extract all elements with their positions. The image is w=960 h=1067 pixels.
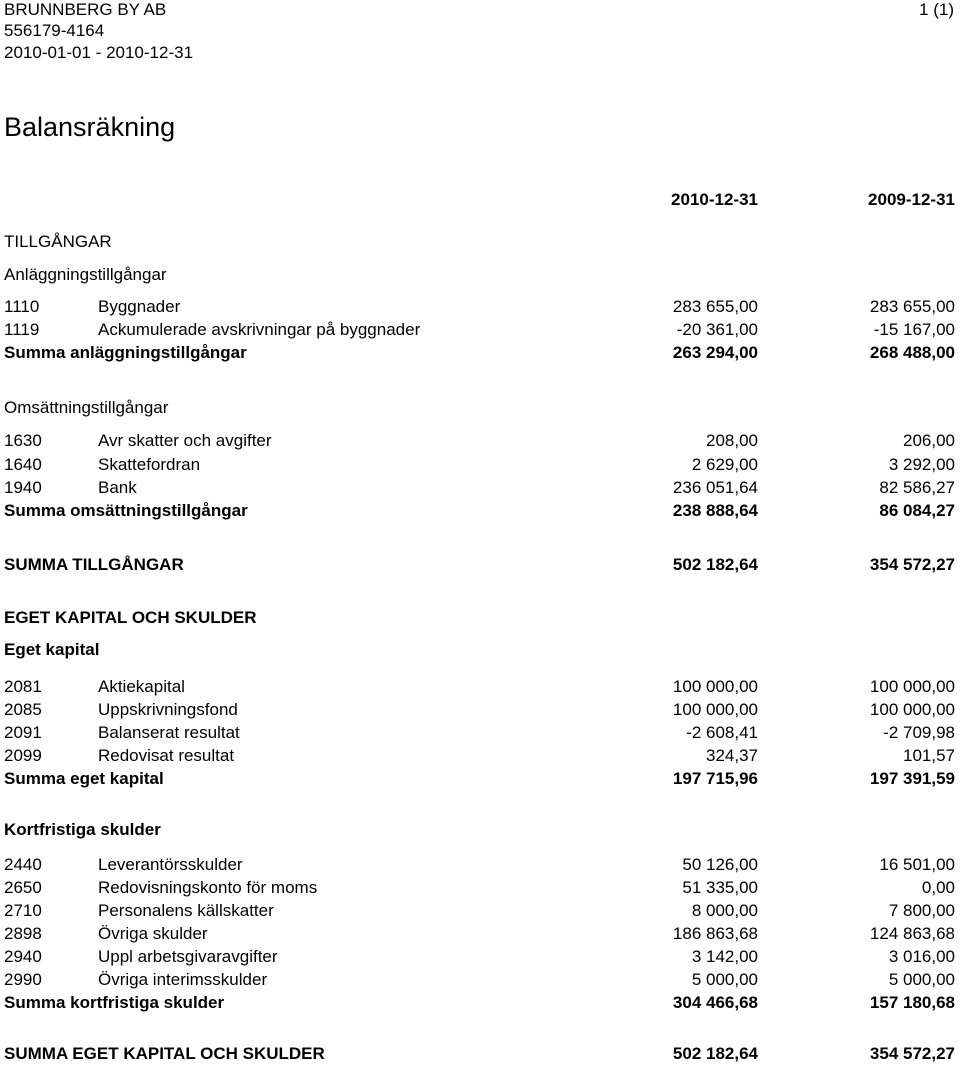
value-current: 51 335,00 (682, 878, 758, 897)
fiscal-period: 2010-01-01 - 2010-12-31 (4, 43, 194, 62)
column-header-current: 2010-12-31 (671, 190, 758, 209)
account-name: Skattefordran (98, 455, 201, 474)
account-code: 2710 (4, 901, 42, 920)
account-code: 1119 (4, 320, 40, 339)
subsection-heading-fixed-assets: Anläggningstillgångar (4, 265, 167, 284)
account-name: Redovisat resultat (98, 746, 235, 765)
value-current: 304 466,68 (672, 993, 758, 1012)
table-row (0, 969, 960, 991)
table-row (0, 923, 960, 945)
column-header-previous: 2009-12-31 (868, 190, 955, 209)
value-current: 197 715,96 (672, 769, 758, 788)
account-name: Uppskrivningsfond (98, 700, 238, 719)
subtotal-row (0, 500, 960, 522)
value-previous: -15 167,00 (873, 320, 955, 339)
account-code: 2085 (4, 700, 42, 719)
account-code: 1640 (4, 455, 42, 474)
subtotal-label: Summa anläggningstillgångar (4, 343, 247, 362)
subsection-heading-short-term-liabilities: Kortfristiga skulder (4, 820, 161, 839)
account-name: Ackumulerade avskrivningar på byggnader (98, 320, 421, 339)
account-code: 2440 (4, 855, 42, 874)
subtotal-row (0, 342, 960, 364)
value-current: 2 629,00 (691, 455, 758, 474)
account-name: Leverantörsskulder (98, 855, 243, 874)
account-name: Bank (98, 478, 137, 497)
value-current: 100 000,00 (672, 677, 758, 696)
subtotal-row (0, 992, 960, 1014)
value-previous: 0,00 (921, 878, 955, 897)
value-current: 3 142,00 (691, 947, 758, 966)
total-row-equity-liabilities (0, 1043, 960, 1065)
value-current: 502 182,64 (672, 555, 758, 574)
account-code: 2091 (4, 723, 42, 742)
section-heading-equity-liabilities: EGET KAPITAL OCH SKULDER (4, 608, 257, 627)
page-title: Balansräkning (4, 112, 176, 142)
value-current: 5 000,00 (691, 970, 758, 989)
value-current: -2 608,41 (686, 723, 758, 742)
value-previous: 16 501,00 (879, 855, 955, 874)
value-previous: 82 586,27 (879, 478, 955, 497)
account-code: 2081 (4, 677, 42, 696)
value-previous: 100 000,00 (869, 677, 955, 696)
value-previous: 101,57 (903, 746, 955, 765)
table-row (0, 319, 960, 341)
account-code: 2099 (4, 746, 42, 765)
subtotal-label: Summa kortfristiga skulder (4, 993, 225, 1012)
account-name: Byggnader (98, 297, 181, 316)
value-current: 238 888,64 (672, 501, 758, 520)
value-previous: 3 016,00 (888, 947, 955, 966)
table-row (0, 454, 960, 476)
value-current: 236 051,64 (672, 478, 758, 497)
subsection-heading-equity: Eget kapital (4, 640, 100, 659)
account-name: Övriga skulder (98, 924, 208, 943)
table-row (0, 430, 960, 452)
value-current: 100 000,00 (672, 700, 758, 719)
value-current: 263 294,00 (672, 343, 758, 362)
value-previous: 7 800,00 (888, 901, 955, 920)
company-name: BRUNNBERG BY AB (4, 0, 167, 19)
subtotal-row (0, 768, 960, 790)
value-previous: 206,00 (903, 431, 955, 450)
page-number: 1 (1) (919, 0, 954, 19)
account-code: 2990 (4, 970, 42, 989)
table-row (0, 722, 960, 744)
table-row (0, 699, 960, 721)
account-name: Övriga interimsskulder (98, 970, 268, 989)
value-previous: -2 709,98 (883, 723, 955, 742)
value-previous: 354 572,27 (869, 555, 955, 574)
subsection-heading-current-assets: Omsättningstillgångar (4, 398, 169, 417)
value-previous: 157 180,68 (869, 993, 955, 1012)
account-code: 2650 (4, 878, 42, 897)
subtotal-label: Summa omsättningstillgångar (4, 501, 248, 520)
value-previous: 268 488,00 (869, 343, 955, 362)
account-code: 1630 (4, 431, 42, 450)
account-name: Aktiekapital (98, 677, 185, 696)
account-name: Uppl arbetsgivaravgifter (98, 947, 278, 966)
total-row-assets (0, 554, 960, 576)
value-previous: 124 863,68 (869, 924, 955, 943)
total-label: SUMMA EGET KAPITAL OCH SKULDER (4, 1044, 325, 1063)
value-current: 186 863,68 (672, 924, 758, 943)
table-row (0, 296, 960, 318)
account-code: 1940 (4, 478, 42, 497)
value-current: 324,37 (706, 746, 758, 765)
account-code: 1110 (4, 297, 40, 316)
value-previous: 283 655,00 (869, 297, 955, 316)
value-previous: 5 000,00 (888, 970, 955, 989)
account-name: Avr skatter och avgifter (98, 431, 272, 450)
value-current: 208,00 (706, 431, 758, 450)
account-code: 2940 (4, 947, 42, 966)
account-code: 2898 (4, 924, 42, 943)
table-row (0, 676, 960, 698)
table-row (0, 477, 960, 499)
value-current: 502 182,64 (672, 1044, 758, 1063)
value-previous: 197 391,59 (869, 769, 955, 788)
table-row (0, 900, 960, 922)
value-current: 283 655,00 (672, 297, 758, 316)
value-previous: 3 292,00 (888, 455, 955, 474)
table-row (0, 854, 960, 876)
table-row (0, 946, 960, 968)
value-previous: 354 572,27 (869, 1044, 955, 1063)
account-name: Redovisningskonto för moms (98, 878, 318, 897)
table-row (0, 745, 960, 767)
subtotal-label: Summa eget kapital (4, 769, 164, 788)
table-row (0, 877, 960, 899)
account-name: Balanserat resultat (98, 723, 240, 742)
value-current: 50 126,00 (682, 855, 758, 874)
value-current: 8 000,00 (691, 901, 758, 920)
org-number: 556179-4164 (4, 21, 105, 40)
section-heading-assets: TILLGÅNGAR (4, 232, 112, 251)
total-label: SUMMA TILLGÅNGAR (4, 555, 184, 574)
value-previous: 100 000,00 (869, 700, 955, 719)
value-current: -20 361,00 (676, 320, 758, 339)
value-previous: 86 084,27 (879, 501, 955, 520)
account-name: Personalens källskatter (98, 901, 274, 920)
